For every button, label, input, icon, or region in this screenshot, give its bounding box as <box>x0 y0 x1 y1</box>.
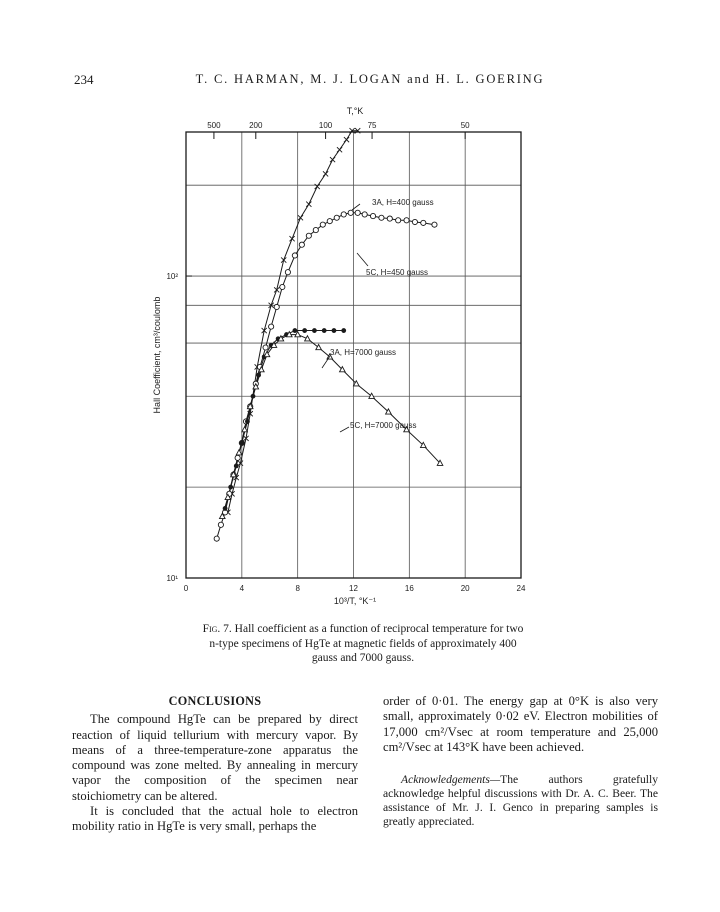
circle-marker <box>412 219 417 224</box>
filled-circle-marker <box>256 373 261 378</box>
circle-marker <box>387 216 392 221</box>
left-column <box>72 694 358 835</box>
filled-circle-marker <box>292 328 297 333</box>
circle-marker <box>269 324 274 329</box>
figure-caption-text: Hall coefficient as a function of reciprocal temperature for two n-type specimens of HgTe at magnetic fields of approximately 400 gauss and 7000 gauss. <box>209 623 524 664</box>
circle-marker <box>299 242 304 247</box>
filled-circle-marker <box>245 419 250 424</box>
x-marker <box>337 147 342 152</box>
circle-marker <box>292 253 297 258</box>
filled-circle-marker <box>234 464 239 469</box>
series-line <box>225 331 344 509</box>
circle-marker <box>421 220 426 225</box>
circle-marker <box>280 284 285 289</box>
circle-marker <box>432 222 437 227</box>
series-label: 3A, H=400 gauss <box>372 198 434 207</box>
filled-circle-marker <box>332 328 337 333</box>
filled-circle-marker <box>302 328 307 333</box>
series-lines <box>217 131 440 539</box>
filled-circle-marker <box>223 506 228 511</box>
series-label-leader <box>322 356 330 368</box>
circle-marker <box>263 345 268 350</box>
top-tick-label: 100 <box>318 121 333 130</box>
circle-marker <box>396 218 401 223</box>
circle-marker <box>348 210 353 215</box>
x-tick-label: 20 <box>460 584 470 593</box>
circle-marker <box>404 218 409 223</box>
triangle-marker <box>236 450 242 455</box>
series-label-leader <box>340 427 349 432</box>
x-marker <box>289 236 294 241</box>
circle-marker <box>370 213 375 218</box>
figure-caption <box>200 622 526 666</box>
running-head: T. C. HARMAN, M. J. LOGAN and H. L. GOERING <box>195 72 545 86</box>
y-tick-label: 10² <box>166 272 178 282</box>
series-label: 5C, H=450 gauss <box>366 268 429 277</box>
circle-marker <box>214 536 219 541</box>
x-marker <box>323 171 328 176</box>
circle-marker <box>313 227 318 232</box>
y-tick-label: 10¹ <box>166 574 178 583</box>
circle-marker <box>327 219 332 224</box>
x-axis-label: 10³/T, °K⁻¹ <box>333 596 377 606</box>
conclusions-paragraph-1: The compound HgTe can be prepared by direct reaction of liquid tellurium with mercury vapor. By means of a three-temperature-zone apparatus the compound was zone melted. By annealing in mercury vapor the composition of the specimen near stoichiometry can be altered. <box>72 712 358 803</box>
circle-marker <box>334 215 339 220</box>
x-tick-label: 12 <box>349 584 358 593</box>
circle-marker <box>362 212 367 217</box>
circle-marker <box>341 212 346 217</box>
filled-circle-marker <box>251 394 256 399</box>
x-marker <box>306 202 311 207</box>
figure-label: Fig. 7. <box>202 623 232 635</box>
filled-circle-marker <box>239 441 244 446</box>
series-label: 5C, H=7000 gauss <box>350 421 417 430</box>
x-tick-label: 8 <box>295 584 300 593</box>
triangle-marker <box>242 427 248 432</box>
x-marker <box>330 157 335 162</box>
circle-marker <box>285 270 290 275</box>
acknowledgements-text: The authors gratefully acknowledge helpful discussions with Dr. A. C. Beer. The assistance of Mr. J. I. Genco in preparing samples is greatly appreciated. <box>383 773 658 829</box>
acknowledgements-label: Acknowledgements— <box>401 773 501 787</box>
series-labels <box>322 198 434 432</box>
filled-circle-marker <box>312 328 317 333</box>
acknowledgements <box>383 773 658 829</box>
x-marker <box>315 184 320 189</box>
conclusions-paragraph-continued: order of 0·01. The energy gap at 0°K is also very small, approximately 0·02 eV. Electron mobilities of 17,000 cm²/Vsec at room temperature and 25,000 cm²/Vsec at 143°K have been achieved. <box>383 694 658 754</box>
x-tick-label: 24 <box>516 584 526 593</box>
filled-circle-marker <box>322 328 327 333</box>
series-label: 3A, H=7000 gauss <box>330 348 397 357</box>
triangle-marker <box>316 344 322 349</box>
circle-marker <box>355 210 360 215</box>
series-label-leader <box>357 253 368 266</box>
x-tick-label: 16 <box>404 584 414 593</box>
right-column <box>383 694 658 829</box>
x-tick-label: 4 <box>239 584 245 593</box>
top-axis-label: T,°K <box>346 106 364 116</box>
circle-marker <box>320 222 325 227</box>
conclusions-heading: CONCLUSIONS <box>168 694 262 708</box>
filled-circle-marker <box>228 485 233 490</box>
x-marker <box>344 137 349 142</box>
series-line <box>228 131 358 513</box>
x-marker <box>298 215 303 220</box>
top-tick-label: 200 <box>249 121 263 130</box>
top-tick-label: 75 <box>367 121 377 130</box>
series-markers <box>214 128 443 541</box>
circle-marker <box>274 304 279 309</box>
x-tick-label: 0 <box>183 584 189 593</box>
top-tick-label: 50 <box>460 121 470 130</box>
circle-marker <box>306 233 311 238</box>
circle-marker <box>235 455 240 460</box>
top-tick-label: 500 <box>207 121 221 130</box>
page-number: 234 <box>74 72 94 87</box>
series-line <box>217 213 435 539</box>
circle-marker <box>379 215 384 220</box>
filled-circle-marker <box>341 328 346 333</box>
conclusions-paragraph-2: It is concluded that the actual hole to electron mobility ratio in HgTe is very small, perhaps the <box>72 804 358 834</box>
circle-marker <box>218 522 223 527</box>
y-axis-label: Hall Coefficient, cm³/coulomb <box>152 296 162 414</box>
